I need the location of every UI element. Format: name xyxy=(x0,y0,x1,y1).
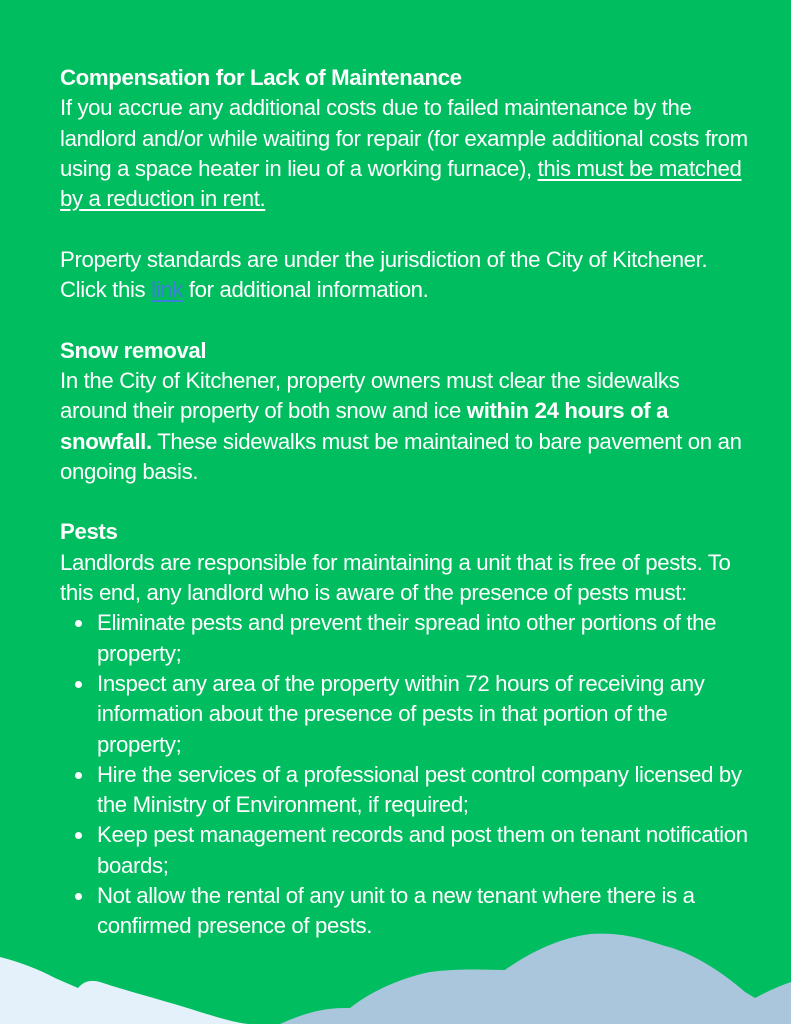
snow-removal-paragraph xyxy=(60,366,750,487)
rent-reduction-emphasis: this must be matched by a reduction in rent. xyxy=(60,155,742,212)
document-content xyxy=(60,63,750,942)
list-item: Not allow the rental of any unit to a new tenant where there is a confirmed presence of pests. xyxy=(97,881,750,942)
list-item: Eliminate pests and prevent their spread into other portions of the property; xyxy=(97,608,750,669)
property-standards-text-after: for additional information. xyxy=(182,277,429,303)
compensation-section xyxy=(60,63,750,214)
spacer xyxy=(60,305,750,335)
snow-removal-text-before: In the City of Kitchener, property owners must clear the sidewalks around their property of both snow and ice xyxy=(60,367,680,424)
list-item: Inspect any area of the property within 72 hours of receiving any information about the presence of pests in that portion of the property; xyxy=(97,669,750,760)
pests-section xyxy=(60,517,750,941)
pests-obligations-list xyxy=(60,608,750,941)
spacer xyxy=(60,487,750,517)
back-mountain xyxy=(280,934,791,1024)
snow-removal-heading: Snow removal xyxy=(60,337,207,363)
spacer xyxy=(60,214,750,244)
property-standards-text-before: Property standards are under the jurisdiction of the City of Kitchener. Click this xyxy=(60,246,708,303)
snow-removal-section xyxy=(60,336,750,487)
snow-removal-text-after: These sidewalks must be maintained to bare pavement on an ongoing basis. xyxy=(60,428,742,484)
pests-intro: Landlords are responsible for maintaining a unit that is free of pests. To this end, any landlord who is aware of the presence of pests must: xyxy=(60,549,731,606)
additional-info-link[interactable]: link xyxy=(151,277,183,303)
compensation-body: If you accrue any additional costs due to failed maintenance by the landlord and/or while waiting for repair (for example additional costs from using a space heater in lieu of a working furnace), xyxy=(60,95,748,181)
property-standards-paragraph xyxy=(60,245,750,306)
pests-heading: Pests xyxy=(60,519,118,545)
mountains-illustration xyxy=(0,920,791,1024)
property-standards-section xyxy=(60,245,750,306)
snow-removal-deadline: within 24 hours of a snowfall. xyxy=(60,398,669,454)
list-item: Keep pest management records and post them on tenant notification boards; xyxy=(97,820,750,881)
compensation-paragraph xyxy=(60,93,750,214)
compensation-heading: Compensation for Lack of Maintenance xyxy=(60,65,462,90)
list-item: Hire the services of a professional pest control company licensed by the Ministry of Environment, if required; xyxy=(97,760,750,821)
front-mountain xyxy=(0,957,250,1024)
